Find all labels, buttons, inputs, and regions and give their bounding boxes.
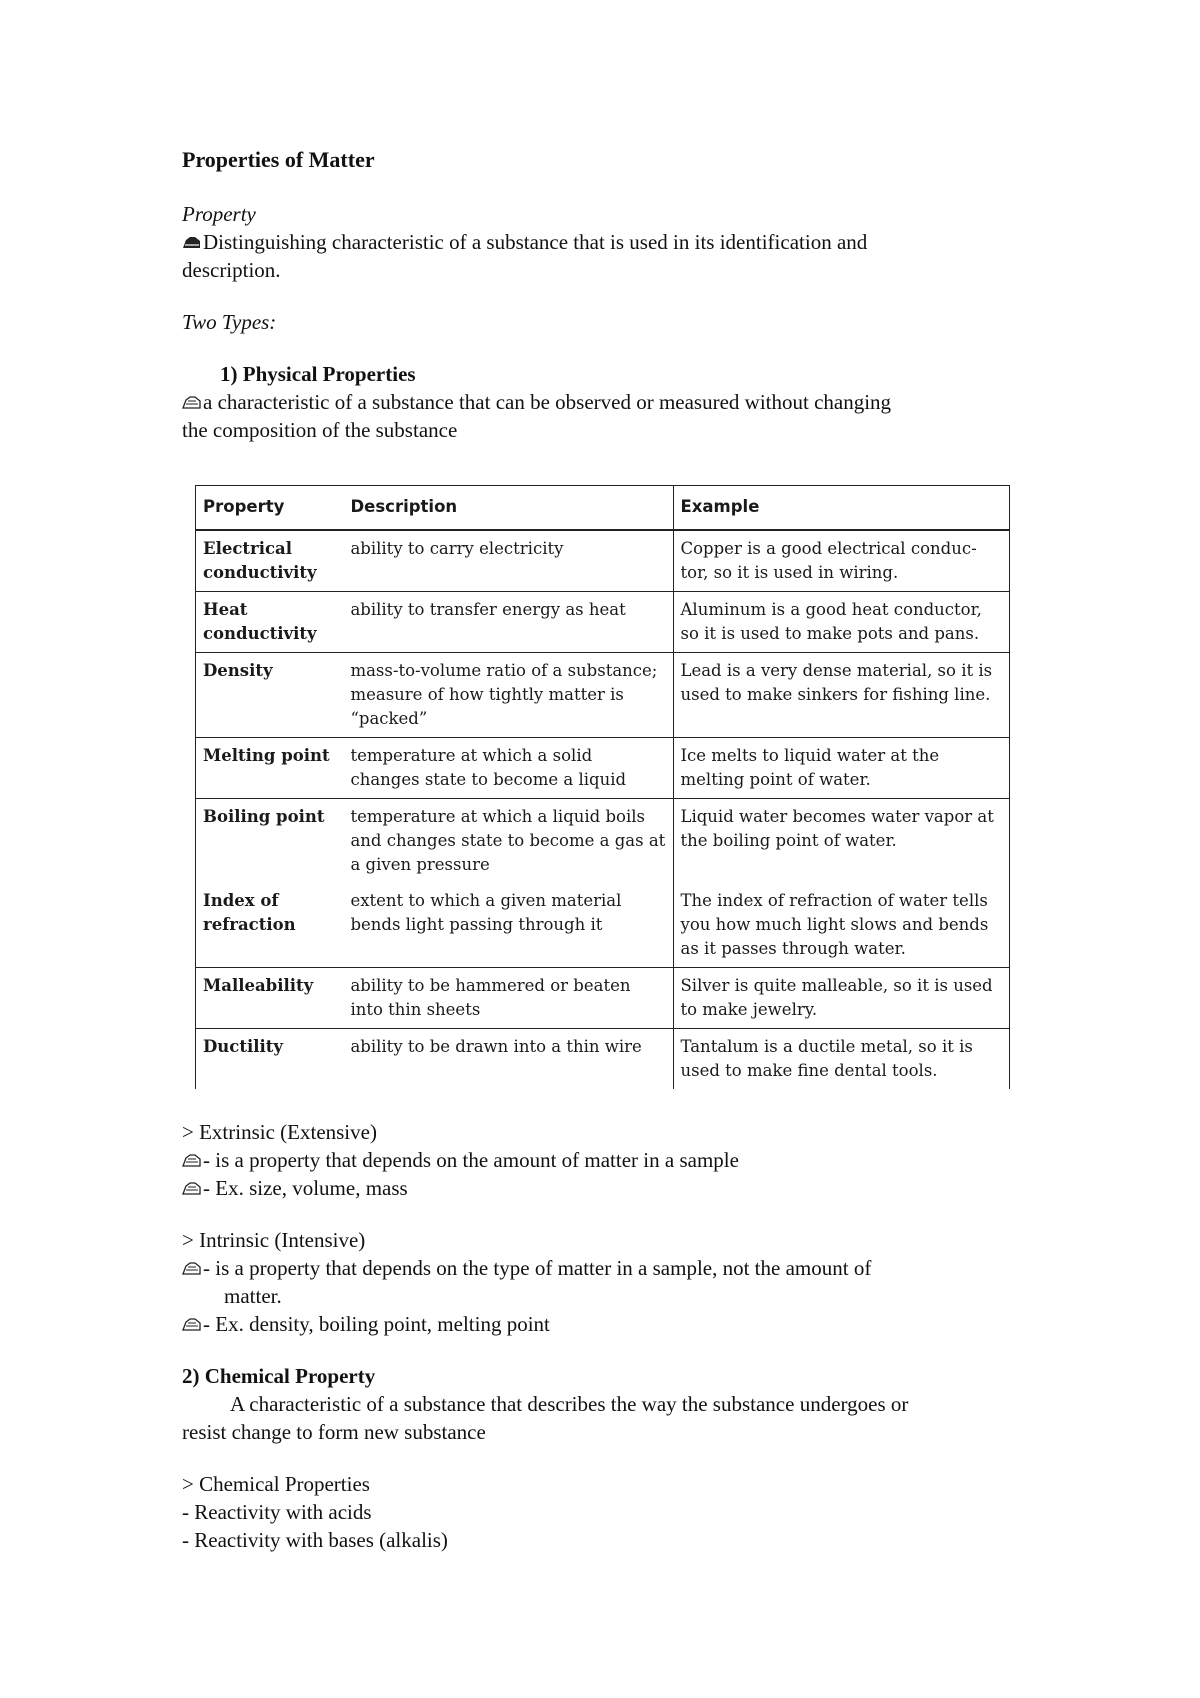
- table-row: [196, 1029, 1010, 1090]
- table-row: [196, 883, 1010, 968]
- hand-pointer-icon: [182, 234, 202, 250]
- property-definition: [182, 228, 1032, 284]
- list-item: [182, 1174, 1032, 1202]
- cell-description: ability to be drawn into a thin wire: [343, 1029, 673, 1090]
- table-row: [196, 653, 1010, 738]
- cell-description: temperature at which a solid changes state to become a liquid: [343, 738, 673, 799]
- cell-example: Silver is quite malleable, so it is used to make jewelry.: [673, 968, 1010, 1029]
- chemical-definition: [182, 1390, 1032, 1446]
- cell-description: mass-to-volume ratio of a substance; measure of how tightly matter is “packed”: [343, 653, 673, 738]
- table-row: [196, 799, 1010, 884]
- physical-definition: [182, 388, 1032, 444]
- physical-properties-heading: 1) Physical Properties: [220, 362, 416, 386]
- table-row: [196, 738, 1010, 799]
- cell-example: Lead is a very dense material, so it is used to make sinkers for fishing line.: [673, 653, 1010, 738]
- chemical-definition-line1: A characteristic of a substance that describes the way the substance undergoes or: [230, 1392, 909, 1416]
- cell-property: Electrical conductivity: [196, 530, 344, 592]
- column-header-example: Example: [673, 486, 1010, 531]
- property-heading: Property: [182, 202, 256, 226]
- column-header-description: Description: [343, 486, 673, 531]
- cell-property: Heat conductivity: [196, 592, 344, 653]
- table-header-row: [196, 486, 1010, 531]
- two-types-heading: Two Types:: [182, 310, 277, 334]
- page-title: Properties of Matter: [182, 147, 375, 172]
- hand-pointer-icon: [182, 1180, 202, 1196]
- chemical-property-heading: 2) Chemical Property: [182, 1364, 376, 1388]
- column-header-property: Property: [196, 486, 344, 531]
- list-item-text: - Ex. density, boiling point, melting point: [203, 1312, 550, 1336]
- chemical-definition-line2: resist change to form new substance: [182, 1420, 486, 1444]
- document-body-lower: [182, 1118, 1032, 1554]
- list-item-text: - Ex. size, volume, mass: [203, 1176, 408, 1200]
- table-row: [196, 968, 1010, 1029]
- cell-description: extent to which a given material bends light passing through it: [343, 883, 673, 968]
- hand-pointer-icon: [182, 1260, 202, 1276]
- physical-properties-table: [195, 485, 1010, 1089]
- cell-property: Malleability: [196, 968, 344, 1029]
- cell-property: Melting point: [196, 738, 344, 799]
- cell-example: Ice melts to liquid water at the melting point of water.: [673, 738, 1010, 799]
- property-definition-line2: description.: [182, 258, 281, 282]
- cell-property: Density: [196, 653, 344, 738]
- hand-pointer-icon: [182, 1152, 202, 1168]
- physical-definition-line1: a characteristic of a substance that can be observed or measured without changing: [203, 390, 892, 414]
- table-row: [196, 592, 1010, 653]
- hand-pointer-icon: [182, 394, 202, 410]
- cell-property: Index of refraction: [196, 883, 344, 968]
- document-body: [182, 146, 1032, 444]
- property-definition-line1: Distinguishing characteristic of a substance that is used in its identification and: [203, 230, 868, 254]
- cell-example: Copper is a good electrical conduc-tor, so it is used in wiring.: [673, 530, 1010, 592]
- list-item: [182, 1254, 1032, 1310]
- cell-example: The index of refraction of water tells you how much light slows and bends as it passes through water.: [673, 883, 1010, 968]
- list-item-text: - is a property that depends on the amount of matter in a sample: [203, 1148, 739, 1172]
- intrinsic-heading: > Intrinsic (Intensive): [182, 1228, 366, 1252]
- chemical-properties-heading: > Chemical Properties: [182, 1472, 370, 1496]
- physical-definition-line2: the composition of the substance: [182, 418, 458, 442]
- table-row: [196, 530, 1010, 592]
- list-item: [182, 1310, 1032, 1338]
- extrinsic-heading: > Extrinsic (Extensive): [182, 1120, 377, 1144]
- cell-property: Boiling point: [196, 799, 344, 884]
- cell-description: ability to transfer energy as heat: [343, 592, 673, 653]
- cell-example: Liquid water becomes water vapor at the boiling point of water.: [673, 799, 1010, 884]
- cell-property: Ductility: [196, 1029, 344, 1090]
- cell-description: ability to be hammered or beaten into thin sheets: [343, 968, 673, 1029]
- cell-example: Tantalum is a ductile metal, so it is used to make fine dental tools.: [673, 1029, 1010, 1090]
- list-item: - Reactivity with acids: [182, 1500, 372, 1524]
- hand-pointer-icon: [182, 1316, 202, 1332]
- list-item: [182, 1146, 1032, 1174]
- list-item-text: - is a property that depends on the type of matter in a sample, not the amount of: [203, 1256, 872, 1280]
- list-item: - Reactivity with bases (alkalis): [182, 1528, 448, 1552]
- cell-description: temperature at which a liquid boils and changes state to become a gas at a given pressure: [343, 799, 673, 884]
- cell-description: ability to carry electricity: [343, 530, 673, 592]
- cell-example: Aluminum is a good heat conductor, so it is used to make pots and pans.: [673, 592, 1010, 653]
- list-item-text-continuation: matter.: [224, 1284, 282, 1308]
